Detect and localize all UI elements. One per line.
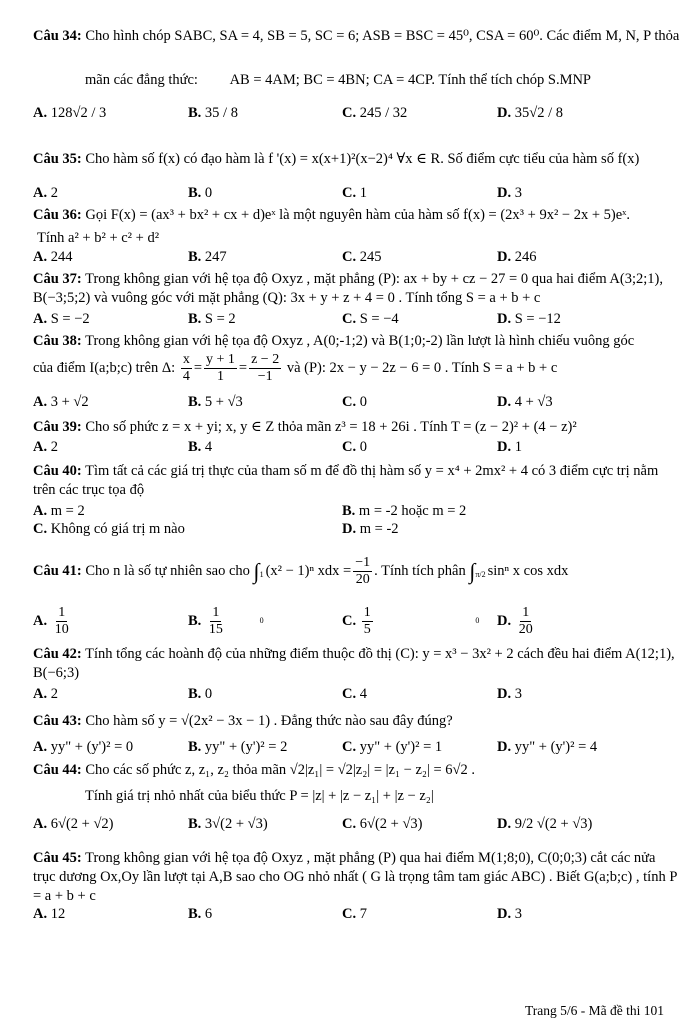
question-41: Câu 41: Cho n là số tự nhiên sao cho ∫ 1 0 (x² − 1)ⁿ xdx = $\frac{-1}{20}$ . Tính tích phân ∫ π/2 0 sinⁿ x cos xdx [33,555,569,625]
question-45: Câu 45: Trong không gian với hệ tọa độ Oxyz , mặt phẳng (P) qua hai điểm M(1;8;0), C(0;0;3) cắt các nửa trục dương Ox,Oy lần lượt tại A,B sao cho OG nhỏ nhất ( G là trọng tâm tam giác ABC) . Biết G(a;b;c) , tính P = a + b + c [33,850,677,904]
question-44-ask: Tính giá trị nhỏ nhất của biểu thức P = |z| + |z − z₁| + |z − z₂| [85,788,434,804]
question-35: Câu 35: Cho hàm số f(x) có đạo hàm là f '(x) = x(x+1)²(x−2)⁴ ∀x ∈ R. Số điểm cực tiểu của hàm số f(x) [33,151,640,167]
option-c: C. Không có giá trị m nào [33,521,185,537]
option-a: A. m = 2 [33,503,85,519]
question-36: Câu 36: Gọi F(x) = (ax³ + bx² + cx + d)eˣ là một nguyên hàm của hàm số f(x) = (2x³ + 9x² − 2x + 5)eˣ. [33,207,630,223]
option-d: D. S = −12 [497,311,561,327]
question-44: Câu 44: Cho các số phức z, z₁, z₂ thỏa mãn √2|z₁| = √2|z₂| = |z₁ − z₂| = 6√2 . [33,762,475,778]
option-b: B. 4 [188,439,213,455]
option-c: C. 6√(2 + √3) [342,816,423,832]
option-b: B. 3√(2 + √3) [188,816,268,832]
option-c: C. 245 / 32 [342,105,408,121]
option-a: A. $\frac{1}{10}$ [33,605,69,637]
question-38-line: của điểm I(a;b;c) trên Δ: $\frac{x}{4}$ = $\frac{y + 1}{1}$ = $\frac{z - 2}{-1}$ và (P): 2x − y − 2z − 6 = 0 . Tính S = a + b + c [33,352,558,384]
question-37: Câu 37: Trong không gian với hệ tọa độ Oxyz , mặt phẳng (P): ax + by + cz − 27 = 0 qua hai điểm A(3;2;1), B(−3;5;2) và vuông góc với mặt phẳng (Q): 3x + y + z + 4 = 0 . Tính tổng S = a + b + c [33,271,663,306]
option-c: C. 0 [342,439,367,455]
option-a: A. 12 [33,906,66,922]
question-34 [33,27,680,46]
option-a: A. yy" + (y')² = 0 [33,739,134,755]
option-d: D. 1 [497,439,522,455]
question-label: Câu 34: [33,28,82,44]
option-a: A. 2 [33,686,58,702]
question-36-ask: Tính a² + b² + c² + d² [37,230,160,246]
option-b: B. $\frac{1}{15}$ [188,605,223,637]
question-40: Câu 40: Tìm tất cả các giá trị thực của tham số m để đồ thị hàm số y = x⁴ + 2mx² + 4 có 3 điểm cực trị nằm trên các trục tọa độ [33,463,659,498]
option-d: D. 3 [497,906,522,922]
option-d: D. m = -2 [342,521,399,537]
option-c: C. $\frac{1}{5}$ [342,605,371,637]
question-text: Cho hình chóp SABC, SA = 4, SB = 5, SC = 6; ASB = BSC = 45⁰, CSA = 60⁰. Các điểm M, N, P thỏa [85,28,680,44]
option-a: A. 2 [33,439,58,455]
option-b: B. 5 + √3 [188,394,243,410]
option-a: A. 2 [33,185,58,201]
page-footer: Trang 5/6 - Mã đề thi 101 [525,1003,664,1018]
option-c: C. 4 [342,686,367,702]
option-d: D. $\frac{1}{20}$ [497,605,533,637]
option-d: D. 9/2 √(2 + √3) [497,816,593,832]
option-b: B. 0 [188,185,213,201]
option-b: B. m = -2 hoặc m = 2 [342,503,467,519]
question-43: Câu 43: Cho hàm số y = √(2x² − 3x − 1) . Đẳng thức nào sau đây đúng? [33,713,453,729]
option-a: A. 6√(2 + √2) [33,816,114,832]
option-c: C. S = −4 [342,311,399,327]
option-a: A. 128√2 / 3 [33,105,107,121]
option-c: C. 1 [342,185,367,201]
option-d: D. 3 [497,185,522,201]
option-c: C. 7 [342,906,367,922]
option-b: B. S = 2 [188,311,236,327]
option-c: C. yy" + (y')² = 1 [342,739,443,755]
option-a: A. S = −2 [33,311,90,327]
option-c: C. 245 [342,249,382,265]
question-39: Câu 39: Cho số phức z = x + yi; x, y ∈ Z thỏa mãn z³ = 18 + 26i . Tính T = (z − 2)² + (4 − z)² [33,419,577,435]
option-a: A. 3 + √2 [33,394,89,410]
question-42: Câu 42: Tính tổng các hoành độ của những điểm thuộc đồ thị (C): y = x³ − 3x² + 2 cách đều hai điểm A(12;1), B(−6;3) [33,646,675,681]
option-d: D. 4 + √3 [497,394,553,410]
option-d: D. 246 [497,249,537,265]
option-d: D. 35√2 / 8 [497,105,563,121]
option-b: B. 6 [188,906,213,922]
option-d: D. yy" + (y')² = 4 [497,739,598,755]
question-38: Câu 38: Trong không gian với hệ tọa độ Oxyz , A(0;-1;2) và B(1;0;-2) lần lượt là hình chiếu vuông góc [33,333,635,349]
option-b: B. 35 / 8 [188,105,238,121]
option-b: B. yy" + (y')² = 2 [188,739,288,755]
option-b: B. 0 [188,686,213,702]
option-c: C. 0 [342,394,367,410]
option-a: A. 244 [33,249,73,265]
question-34-conditions: mãn các đẳng thức: AB = 4AM; BC = 4BN; CA = 4CP. Tính thể tích chóp S.MNP [85,72,592,88]
option-d: D. 3 [497,686,522,702]
option-b: B. 247 [188,249,227,265]
